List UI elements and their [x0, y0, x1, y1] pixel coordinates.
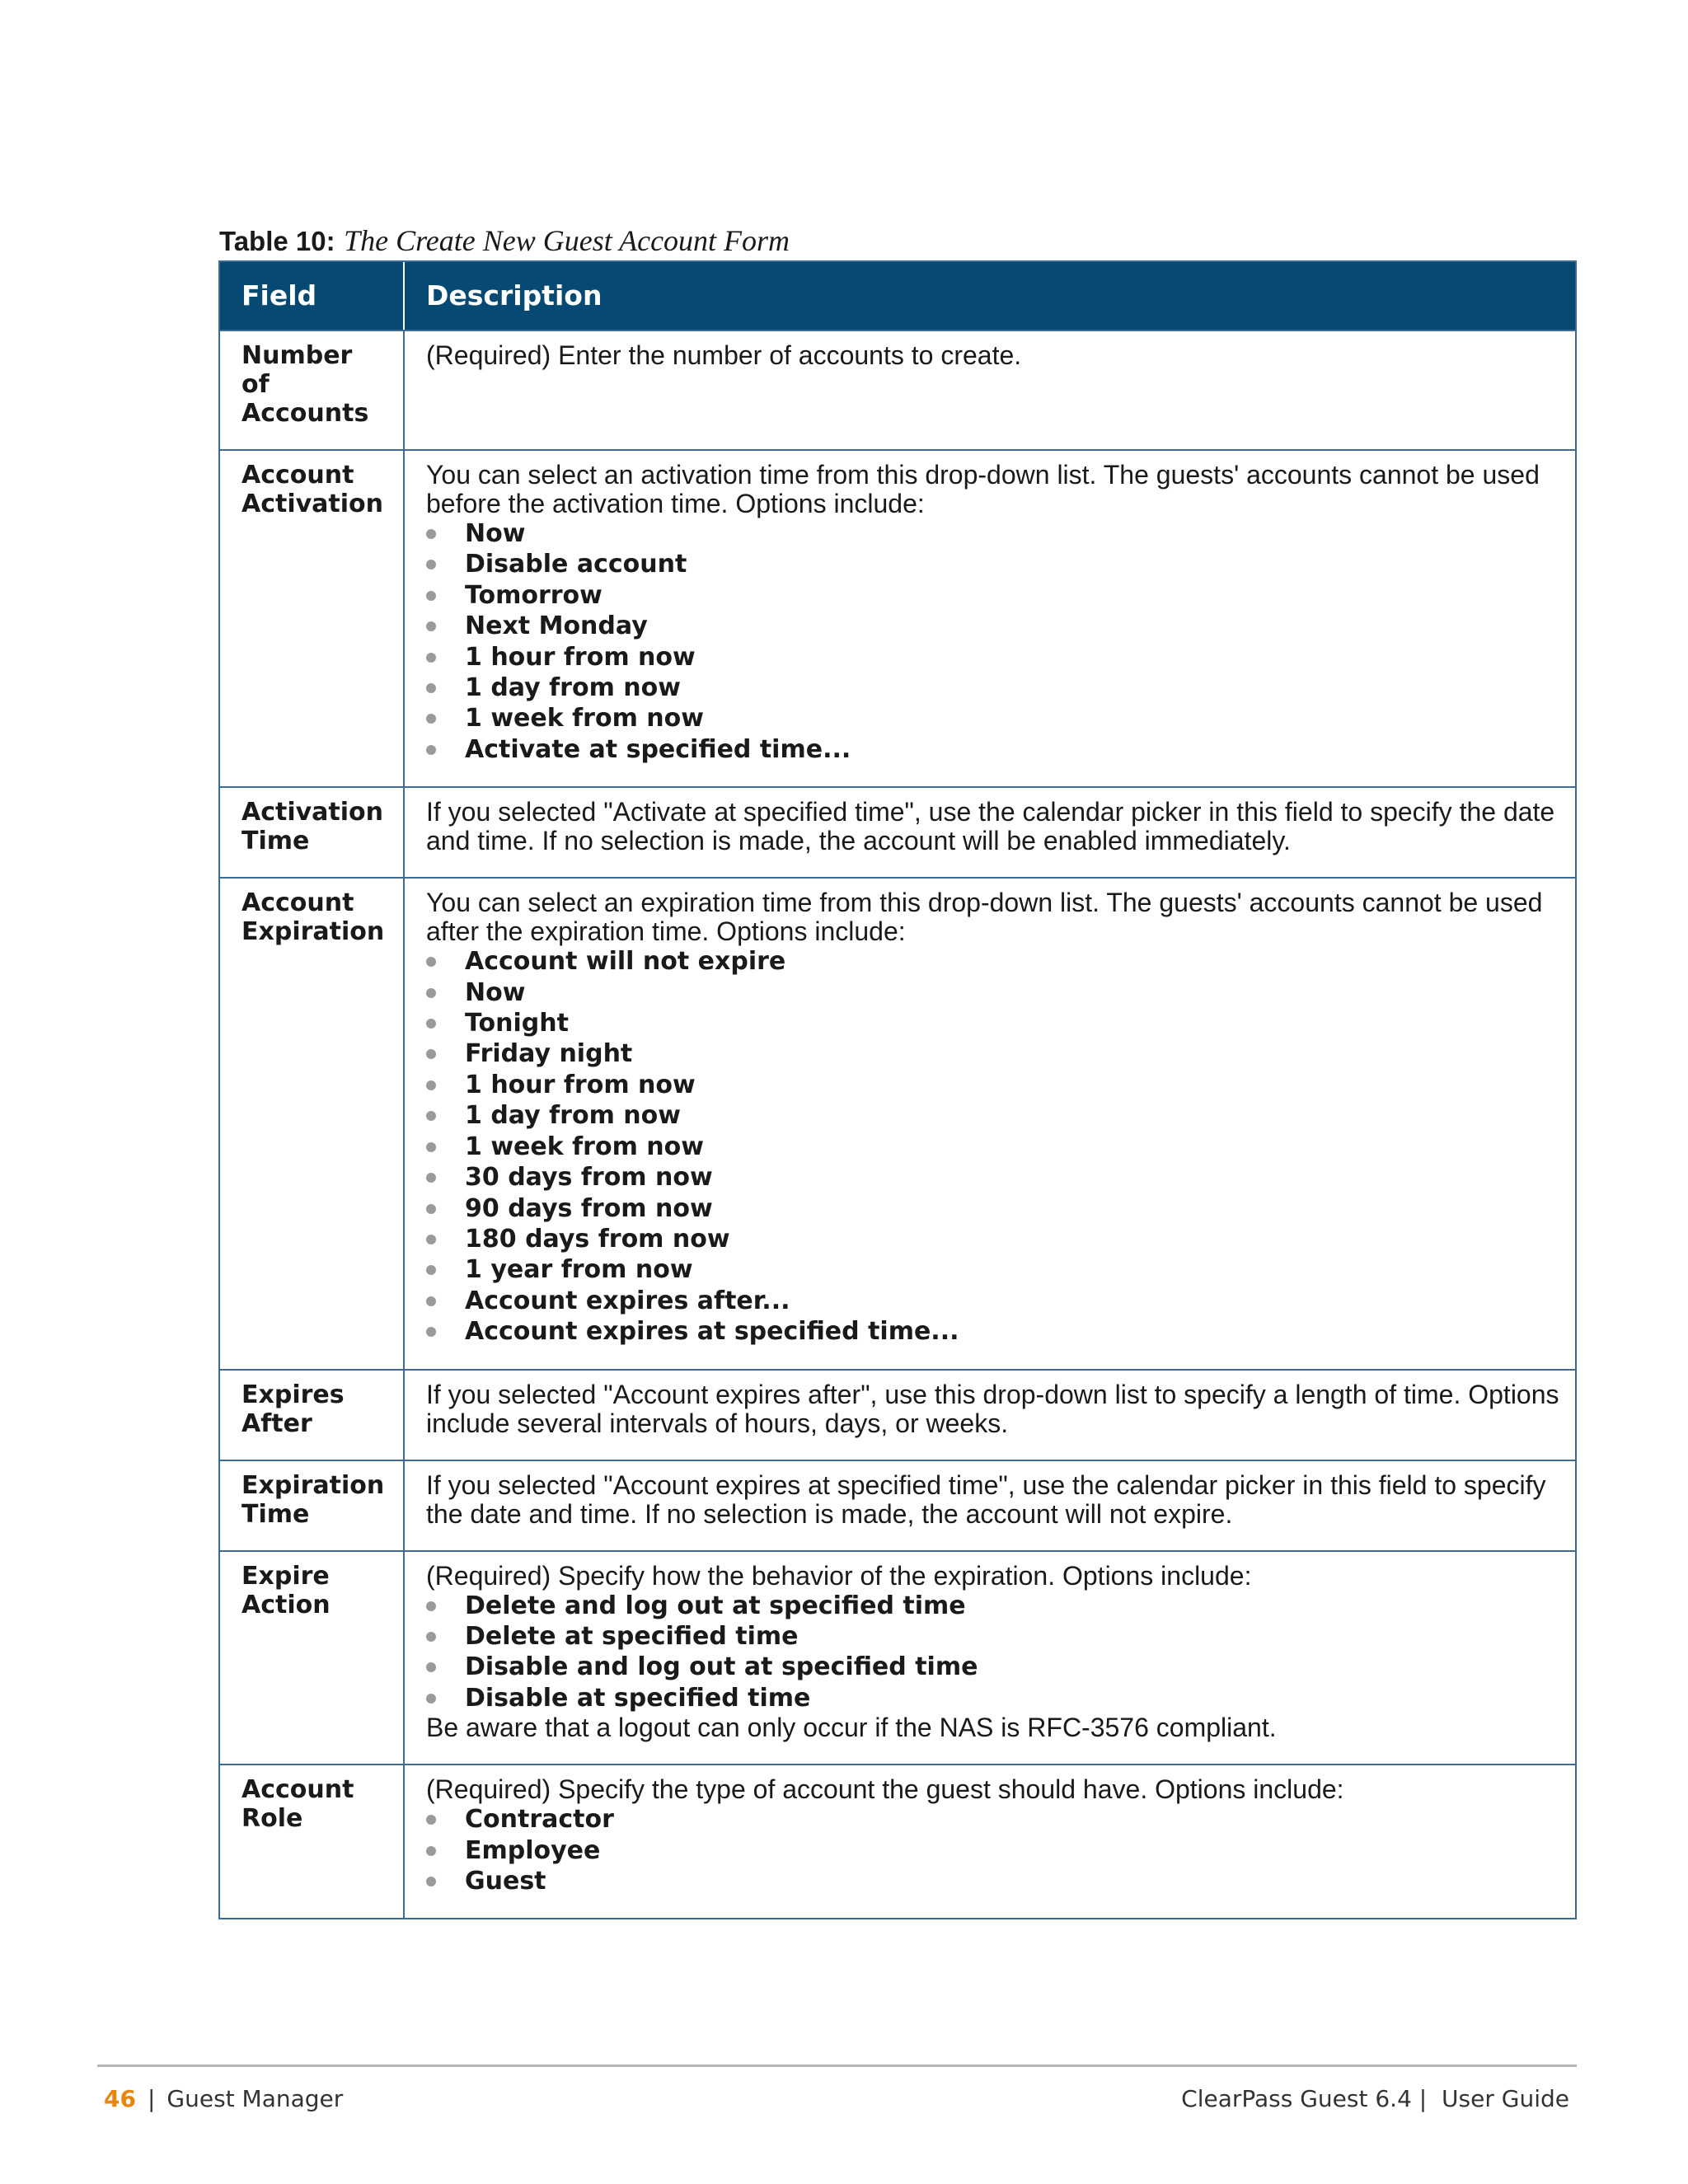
- doc-name: User Guide: [1442, 2085, 1569, 2112]
- header-field: Field: [220, 262, 405, 330]
- description-text: (Required) Specify the type of account the guest should have. Options include:: [426, 1774, 1344, 1805]
- footer-separator: |: [147, 2085, 156, 2112]
- field-name: Account Expiration: [241, 888, 385, 947]
- option-item: [426, 1621, 1562, 1652]
- field-name: Expires After: [241, 1380, 345, 1438]
- option-label: 180 days from now: [465, 1224, 730, 1254]
- bullet-icon: [426, 1327, 436, 1337]
- option-label: Next Monday: [465, 612, 648, 641]
- options-list: [426, 518, 1562, 765]
- bullet-icon: [426, 1296, 436, 1306]
- option-item: [426, 1100, 1562, 1131]
- option-label: Guest: [465, 1866, 546, 1896]
- bullet-icon: [426, 529, 436, 539]
- bullet-icon: [426, 1235, 436, 1244]
- guest-account-form-table: [218, 260, 1577, 1919]
- option-item: [426, 1038, 1562, 1069]
- option-item: [426, 642, 1562, 673]
- bullet-icon: [426, 1019, 436, 1029]
- bullet-icon: [426, 1204, 436, 1214]
- bullet-icon: [426, 1049, 436, 1059]
- description-cell: [405, 1552, 1575, 1765]
- bullet-icon: [426, 957, 436, 967]
- option-label: Delete at specified time: [465, 1621, 799, 1651]
- option-item: [426, 549, 1562, 579]
- table-body: [220, 330, 1575, 1918]
- option-label: Disable at specified time: [465, 1683, 811, 1713]
- field-name: Account Activation: [241, 461, 384, 518]
- option-label: Delete and log out at specified time: [465, 1591, 966, 1620]
- bullet-icon: [426, 591, 436, 601]
- table-row: [220, 449, 1575, 786]
- bullet-icon: [426, 988, 436, 998]
- option-item: [426, 1316, 1562, 1347]
- bullet-icon: [426, 1142, 436, 1152]
- description-text: If you selected "Account expires at specified time", use the calendar picker in this field to specify the date and time. If no selection is made, the account will not expire.: [426, 1469, 1546, 1529]
- bullet-icon: [426, 1662, 436, 1672]
- bullet-icon: [426, 1632, 436, 1642]
- option-label: Account expires at specified time...: [465, 1317, 959, 1347]
- field-cell: [220, 331, 405, 449]
- option-item: [426, 1254, 1562, 1285]
- description-cell: [405, 1765, 1575, 1918]
- field-name: Number of Accounts: [241, 341, 369, 428]
- description-text: If you selected "Account expires after", use this drop-down list to specify a length of time. Options include several intervals of hours, days, or weeks.: [426, 1379, 1559, 1438]
- page-number: 46: [104, 2085, 136, 2112]
- footer-divider: [97, 2064, 1577, 2067]
- bullet-icon: [426, 1694, 436, 1704]
- table-caption-title: The Create New Guest Account Form: [344, 224, 790, 257]
- bullet-icon: [426, 1601, 436, 1611]
- description-cell: [405, 1461, 1575, 1550]
- description-cell: [405, 1371, 1575, 1460]
- field-name: Activation Time: [241, 798, 384, 856]
- description-note: Be aware that a logout can only occur if the NAS is RFC-3576 compliant.: [426, 1713, 1277, 1743]
- field-cell: [220, 879, 405, 1368]
- bullet-icon: [426, 1877, 436, 1886]
- option-label: Now: [465, 977, 526, 1007]
- field-cell: [220, 1371, 405, 1460]
- description-text: You can select an expiration time from this drop-down list. The guests' accounts cannot be used after the expiration time. Options include:: [426, 888, 1543, 947]
- option-label: Account expires after...: [465, 1286, 790, 1315]
- bullet-icon: [426, 1080, 436, 1090]
- option-label: Friday night: [465, 1039, 633, 1069]
- option-label: Disable account: [465, 550, 687, 579]
- option-item: [426, 1591, 1562, 1621]
- option-label: 1 hour from now: [465, 1070, 696, 1099]
- option-label: Tonight: [465, 1009, 569, 1038]
- field-cell: [220, 451, 405, 786]
- option-item: [426, 673, 1562, 703]
- option-label: 1 hour from now: [465, 642, 696, 672]
- product-name: ClearPass Guest 6.4 |: [1181, 2085, 1428, 2112]
- option-item: [426, 1835, 1562, 1866]
- option-item: [426, 1804, 1562, 1835]
- bullet-icon: [426, 1815, 436, 1825]
- option-label: Account will not expire: [465, 947, 786, 977]
- option-item: [426, 1070, 1562, 1100]
- field-name: Expiration Time: [241, 1470, 385, 1529]
- table-caption-number: Table 10:: [219, 226, 335, 256]
- section-name: Guest Manager: [166, 2085, 344, 2112]
- option-label: 1 week from now: [465, 704, 704, 733]
- table-row: [220, 1460, 1575, 1550]
- bullet-icon: [426, 714, 436, 724]
- bullet-icon: [426, 683, 436, 693]
- description-text: If you selected "Activate at specified time", use the calendar picker in this field to specify the date and time. If no selection is made, the account will be enabled immediately.: [426, 797, 1555, 856]
- options-list: [426, 946, 1562, 1347]
- header-description: Description: [426, 279, 603, 312]
- description-text: (Required) Specify how the behavior of the expiration. Options include:: [426, 1560, 1252, 1591]
- option-item: [426, 1224, 1562, 1254]
- description-cell: [405, 331, 1575, 449]
- option-item: [426, 1132, 1562, 1162]
- table-caption: [219, 224, 790, 258]
- description-text: (Required) Enter the number of accounts to create.: [426, 340, 1022, 370]
- option-label: 1 week from now: [465, 1132, 704, 1161]
- option-item: [426, 1286, 1562, 1316]
- option-label: 30 days from now: [465, 1163, 713, 1193]
- bullet-icon: [426, 1111, 436, 1121]
- option-item: [426, 611, 1562, 641]
- options-list: [426, 1804, 1562, 1896]
- option-label: 1 year from now: [465, 1255, 693, 1285]
- option-item: [426, 1193, 1562, 1224]
- option-label: Employee: [465, 1835, 601, 1865]
- description-cell: [405, 788, 1575, 877]
- option-label: 1 day from now: [465, 673, 681, 703]
- option-label: 90 days from now: [465, 1193, 713, 1223]
- table-row: [220, 877, 1575, 1368]
- option-item: [426, 1652, 1562, 1682]
- option-item: [426, 977, 1562, 1008]
- option-item: [426, 1866, 1562, 1896]
- table-header: [220, 262, 1575, 330]
- bullet-icon: [426, 653, 436, 663]
- option-label: 1 day from now: [465, 1101, 681, 1131]
- footer-left: [104, 2085, 343, 2113]
- description-text: You can select an activation time from this drop-down list. The guests' accounts cannot be used before the activation time. Options include:: [426, 460, 1540, 518]
- table-row: [220, 1550, 1575, 1765]
- description-cell: [405, 451, 1575, 786]
- field-cell: [220, 1552, 405, 1765]
- bullet-icon: [426, 621, 436, 631]
- option-label: Activate at specified time...: [465, 734, 851, 764]
- field-cell: [220, 1765, 405, 1918]
- option-label: Disable and log out at specified time: [465, 1652, 978, 1682]
- bullet-icon: [426, 745, 436, 755]
- field-cell: [220, 788, 405, 877]
- table-row: [220, 330, 1575, 449]
- option-label: Now: [465, 519, 526, 548]
- option-item: [426, 946, 1562, 977]
- table-row: [220, 786, 1575, 877]
- option-item: [426, 1008, 1562, 1038]
- table-row: [220, 1764, 1575, 1918]
- option-item: [426, 1162, 1562, 1193]
- table-row: [220, 1369, 1575, 1460]
- options-list: [426, 1591, 1562, 1714]
- bullet-icon: [426, 1846, 436, 1856]
- footer-right: [1181, 2085, 1569, 2113]
- option-item: [426, 734, 1562, 765]
- option-item: [426, 518, 1562, 549]
- bullet-icon: [426, 1265, 436, 1275]
- option-item: [426, 1683, 1562, 1713]
- option-label: Contractor: [465, 1805, 614, 1835]
- bullet-icon: [426, 560, 436, 569]
- field-name: Expire Action: [241, 1561, 331, 1619]
- option-item: [426, 703, 1562, 733]
- bullet-icon: [426, 1173, 436, 1183]
- field-name: Account Role: [241, 1775, 354, 1834]
- option-item: [426, 580, 1562, 611]
- field-cell: [220, 1461, 405, 1550]
- option-label: Tomorrow: [465, 580, 603, 610]
- description-cell: [405, 879, 1575, 1368]
